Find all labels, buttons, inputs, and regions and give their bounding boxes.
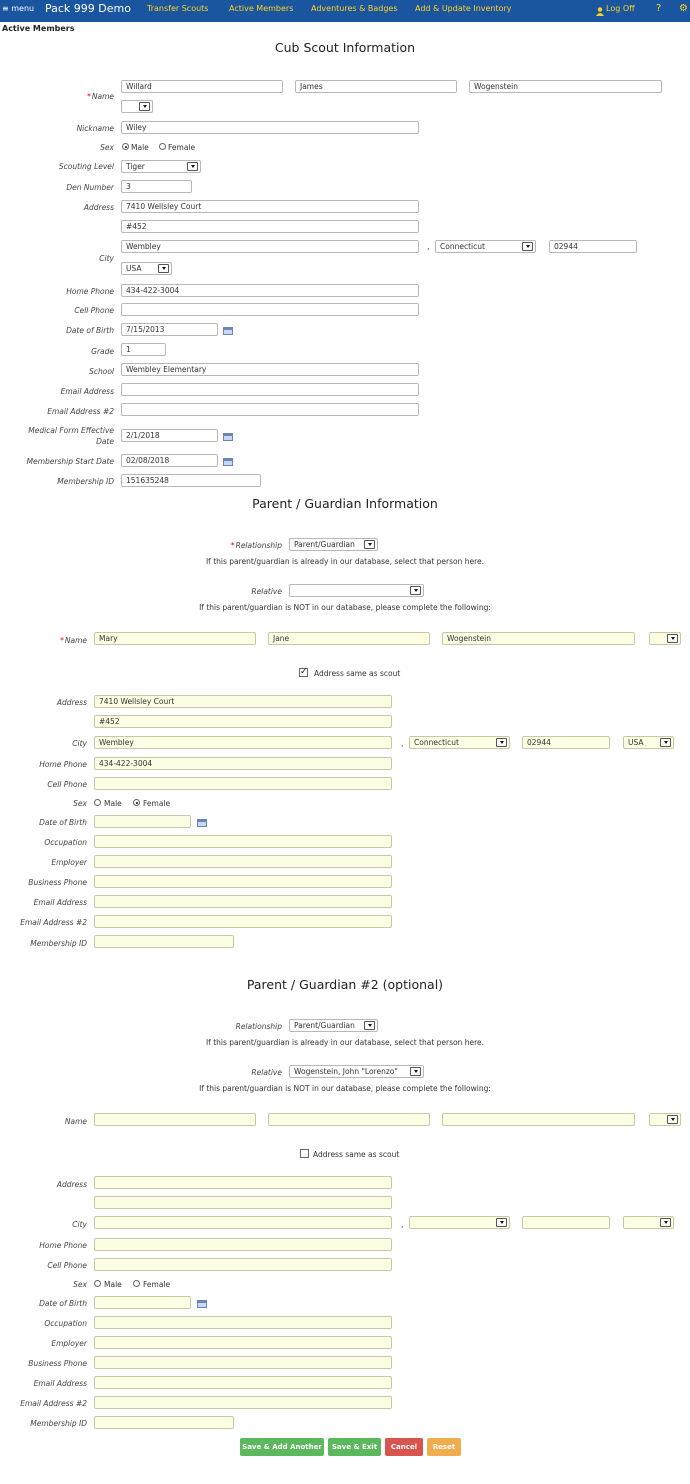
parent2-email2-input[interactable] (94, 1396, 392, 1409)
scouting-level-select[interactable] (121, 160, 201, 173)
scout-email-input[interactable] (121, 383, 419, 396)
parent1-same-address-label: Address same as scout (314, 669, 401, 678)
parent1-db-note: If this parent/guardian is already in our database, select that person here. (205, 557, 485, 566)
reset-button[interactable]: Reset (427, 1438, 461, 1456)
parent2-cell-phone-label: Cell Phone (47, 1261, 87, 1270)
scout-sex-male-label: Male (131, 143, 149, 152)
parent1-occupation-label: Occupation (44, 838, 87, 847)
parent2-dob-label: Date of Birth (39, 1299, 87, 1308)
parent2-db-note: If this parent/guardian is already in our database, select that person here. (205, 1038, 485, 1047)
parent2-occupation-label: Occupation (44, 1319, 87, 1328)
parent1-email2-input[interactable] (94, 915, 392, 928)
parent2-same-address-checkbox[interactable] (300, 1149, 309, 1158)
parent1-cell-phone-input[interactable] (94, 777, 392, 790)
parent2-sex-female-radio[interactable] (133, 1280, 140, 1287)
brand-title[interactable]: Pack 999 Demo (45, 2, 131, 15)
scout-name-label (87, 92, 114, 101)
parent2-membership-id-input[interactable] (94, 1416, 234, 1429)
parent2-employer-label: Employer (51, 1339, 87, 1348)
chevron-down-icon (496, 738, 507, 747)
parent2-relationship-label: Relationship (235, 1022, 282, 1031)
parent2-dob-input[interactable] (94, 1296, 191, 1309)
parent1-not-db-note: If this parent/guardian is NOT in our database, please complete the following: (199, 603, 491, 612)
scout-sex-female-radio[interactable] (159, 143, 166, 150)
parent2-state-select[interactable] (409, 1216, 510, 1229)
chevron-down-icon (660, 1218, 671, 1227)
required-asterisk: * (87, 92, 91, 101)
parent1-occupation-input[interactable] (94, 835, 392, 848)
scout-home-phone-input[interactable]: 434-422-3004 (121, 284, 419, 297)
nav-link-transfer-scouts[interactable]: Transfer Scouts (147, 4, 209, 13)
parent1-membership-id-label: Membership ID (30, 939, 87, 948)
breadcrumb: Active Members (2, 24, 75, 33)
comma-separator: , (427, 242, 430, 251)
chevron-down-icon (158, 264, 169, 273)
chevron-down-icon (187, 162, 198, 171)
scout-cell-phone-label: Cell Phone (74, 306, 114, 315)
parent2-relative-select[interactable] (289, 1065, 424, 1078)
scout-zip-input[interactable]: 02944 (549, 240, 637, 253)
scout-home-phone-label: Home Phone (66, 287, 114, 296)
parent2-relative-label: Relative (251, 1068, 282, 1077)
parent2-zip-input[interactable] (522, 1216, 610, 1229)
scout-city-label: City (99, 254, 114, 263)
parent1-suffix-select[interactable] (649, 632, 681, 645)
parent1-email2-label: Email Address #2 (20, 918, 87, 927)
chevron-down-icon (667, 1115, 678, 1124)
parent1-name-label-text: Name (64, 636, 87, 645)
parent2-business-phone-input[interactable] (94, 1356, 392, 1369)
parent1-same-address-checkbox[interactable]: ✓ (300, 667, 308, 677)
save-exit-button[interactable]: Save & Exit (328, 1438, 381, 1456)
scout-first-name-input[interactable]: Willard (121, 80, 283, 93)
user-icon (596, 5, 604, 15)
parent1-business-phone-input[interactable] (94, 875, 392, 888)
chevron-down-icon (667, 634, 678, 643)
scout-address-label: Address (83, 203, 114, 212)
chevron-down-icon (364, 1021, 375, 1030)
scout-state-value: Connecticut (440, 242, 485, 251)
membership-start-input[interactable]: 02/08/2018 (121, 454, 218, 467)
chevron-down-icon (496, 1218, 507, 1227)
parent2-cell-phone-input[interactable] (94, 1258, 392, 1271)
parent2-name-label: Name (64, 1117, 87, 1126)
scout-sex-male-radio[interactable] (122, 143, 129, 150)
parent2-employer-input[interactable] (94, 1336, 392, 1349)
scout-name-label-text: Name (91, 92, 114, 101)
chevron-down-icon (410, 586, 421, 595)
parent2-country-select[interactable] (623, 1216, 674, 1229)
den-number-input[interactable]: 3 (121, 180, 192, 193)
nav-link-inventory[interactable]: Add & Update Inventory (415, 4, 512, 13)
parent2-membership-id-label: Membership ID (30, 1419, 87, 1428)
grade-label: Grade (91, 347, 114, 356)
scout-state-select[interactable] (435, 240, 536, 253)
parent2-sex-label: Sex (73, 1280, 87, 1289)
parent2-address2-input[interactable] (94, 1196, 392, 1209)
parent1-sex-male-label: Male (104, 799, 122, 808)
chevron-down-icon (410, 1067, 421, 1076)
parent2-relationship-select[interactable] (289, 1019, 378, 1032)
nav-link-adventures-badges[interactable]: Adventures & Badges (311, 4, 398, 13)
scout-middle-name-input[interactable]: James (295, 80, 457, 93)
parent2-city-input[interactable] (94, 1216, 392, 1229)
parent1-relative-select[interactable] (289, 584, 424, 597)
membership-id-label: Membership ID (57, 477, 114, 486)
parent1-address2-input[interactable]: #452 (94, 715, 392, 728)
parent2-sex-male-label: Male (104, 1280, 122, 1289)
parent1-city-label: City (72, 739, 87, 748)
nickname-label: Nickname (76, 124, 114, 133)
parent2-first-name-input[interactable] (94, 1113, 256, 1126)
parent1-middle-name-input[interactable]: Jane (268, 632, 430, 645)
parent2-city-label: City (72, 1220, 87, 1229)
scouting-level-label: Scouting Level (58, 162, 114, 171)
parent2-occupation-input[interactable] (94, 1316, 392, 1329)
parent2-sex-female-label: Female (143, 1280, 171, 1289)
parent1-sex-female-label: Female (143, 799, 171, 808)
top-navbar (0, 0, 690, 22)
scout-address1-input[interactable]: 7410 Wellsley Court (121, 200, 419, 213)
required-asterisk: * (60, 636, 64, 645)
parent1-email-label: Email Address (33, 898, 87, 907)
parent2-address1-input[interactable] (94, 1176, 392, 1189)
calendar-icon[interactable] (197, 819, 207, 827)
parent1-employer-input[interactable] (94, 855, 392, 868)
school-input[interactable]: Wembley Elementary (121, 363, 419, 376)
scout-sex-female-label: Female (168, 143, 196, 152)
scout-email2-input[interactable] (121, 403, 419, 416)
gear-icon[interactable]: ⚙ (679, 3, 688, 14)
scout-suffix-select[interactable] (121, 100, 153, 113)
scout-dob-input[interactable]: 7/15/2013 (121, 323, 218, 336)
parent1-name-label (60, 636, 87, 645)
parent2-email-input[interactable] (94, 1376, 392, 1389)
parent2-email-label: Email Address (33, 1379, 87, 1388)
scout-dob-label: Date of Birth (66, 326, 114, 335)
parent2-suffix-select[interactable] (649, 1113, 681, 1126)
parent1-dob-input[interactable] (94, 815, 191, 828)
help-icon[interactable]: ? (656, 3, 662, 14)
chevron-down-icon (364, 540, 375, 549)
parent1-employer-label: Employer (51, 858, 87, 867)
parent1-city-input[interactable]: Wembley (94, 736, 392, 749)
parent1-relationship-select[interactable] (289, 538, 378, 551)
parent1-address1-input[interactable]: 7410 Wellsley Court (94, 695, 392, 708)
required-asterisk: * (230, 541, 235, 550)
comma-separator: , (401, 1220, 404, 1229)
parent1-address-label: Address (56, 698, 87, 707)
scout-last-name-input[interactable]: Wogenstein (469, 80, 662, 93)
parent2-same-address-label: Address same as scout (313, 1150, 400, 1159)
scout-country-value: USA (126, 264, 142, 273)
parent2-email2-label: Email Address #2 (20, 1399, 87, 1408)
nickname-input[interactable]: Wiley (121, 121, 419, 134)
membership-start-label: Membership Start Date (26, 457, 114, 466)
comma-separator: , (401, 739, 404, 748)
parent1-dob-label: Date of Birth (39, 818, 87, 827)
calendar-icon[interactable] (197, 1300, 207, 1308)
grade-input[interactable]: 1 (121, 343, 166, 356)
parent1-country-select[interactable] (623, 736, 674, 749)
nav-link-active-members[interactable]: Active Members (229, 4, 294, 13)
den-number-label: Den Number (66, 183, 114, 192)
parent1-relationship-label (231, 541, 282, 550)
chevron-down-icon (660, 738, 671, 747)
parent2-business-phone-label: Business Phone (28, 1359, 87, 1368)
scout-email2-label: Email Address #2 (47, 407, 114, 416)
scout-cell-phone-input[interactable] (121, 303, 419, 316)
parent2-not-db-note: If this parent/guardian is NOT in our database, please complete the following: (199, 1084, 491, 1093)
menu-toggle[interactable]: ≡ menu (2, 4, 35, 13)
parent1-state-value: Connecticut (414, 738, 459, 747)
scout-country-select[interactable] (121, 262, 172, 275)
cancel-button[interactable]: Cancel (385, 1438, 423, 1456)
scout-address2-input[interactable]: #452 (121, 220, 419, 233)
parent1-membership-id-input[interactable] (94, 935, 234, 948)
parent1-email-input[interactable] (94, 895, 392, 908)
parent2-relative-value: Wogenstein, John "Lorenzo" (294, 1067, 398, 1076)
scout-email-label: Email Address (60, 387, 114, 396)
chevron-down-icon (522, 242, 533, 251)
parent1-home-phone-input[interactable]: 434-422-3004 (94, 757, 392, 770)
chevron-down-icon (139, 102, 150, 111)
scout-city-input[interactable]: Wembley (121, 240, 419, 253)
parent1-section-title: Parent / Guardian Information (252, 496, 438, 511)
parent2-last-name-input[interactable] (442, 1113, 635, 1126)
parent2-home-phone-label: Home Phone (39, 1241, 87, 1250)
sex-label: Sex (100, 143, 114, 152)
medical-form-date-input[interactable]: 2/1/2018 (121, 429, 218, 442)
parent1-last-name-input[interactable]: Wogenstein (442, 632, 635, 645)
parent1-relationship-label-text: Relationship (235, 541, 282, 550)
calendar-icon[interactable] (223, 433, 233, 441)
log-off-link[interactable]: Log Off (606, 4, 635, 13)
calendar-icon[interactable] (223, 327, 233, 335)
parent2-sex-male-radio[interactable] (94, 1280, 101, 1287)
parent1-business-phone-label: Business Phone (28, 878, 87, 887)
parent2-section-title: Parent / Guardian #2 (optional) (246, 977, 444, 992)
membership-id-input[interactable]: 151635248 (121, 474, 261, 487)
parent2-middle-name-input[interactable] (268, 1113, 430, 1126)
parent1-sex-label: Sex (73, 799, 87, 808)
parent1-country-value: USA (628, 738, 644, 747)
parent1-sex-female-radio[interactable] (133, 799, 140, 806)
parent1-home-phone-label: Home Phone (39, 760, 87, 769)
parent2-address-label: Address (56, 1180, 87, 1189)
parent1-first-name-input[interactable]: Mary (94, 632, 256, 645)
parent1-relationship-value: Parent/Guardian (294, 540, 355, 549)
parent1-relative-label: Relative (251, 587, 282, 596)
parent1-state-select[interactable] (409, 736, 510, 749)
parent1-cell-phone-label: Cell Phone (47, 780, 87, 789)
parent2-home-phone-input[interactable] (94, 1238, 392, 1251)
scouting-level-value: Tiger (126, 162, 145, 171)
scout-section-title: Cub Scout Information (274, 40, 416, 55)
parent1-zip-input[interactable]: 02944 (522, 736, 610, 749)
parent2-relationship-value: Parent/Guardian (294, 1021, 355, 1030)
parent1-sex-male-radio[interactable] (94, 799, 101, 806)
school-label: School (89, 367, 114, 376)
medical-form-label: Medical Form Effective Date (28, 426, 114, 446)
save-add-another-button[interactable]: Save & Add Another (240, 1438, 324, 1456)
calendar-icon[interactable] (223, 458, 233, 466)
